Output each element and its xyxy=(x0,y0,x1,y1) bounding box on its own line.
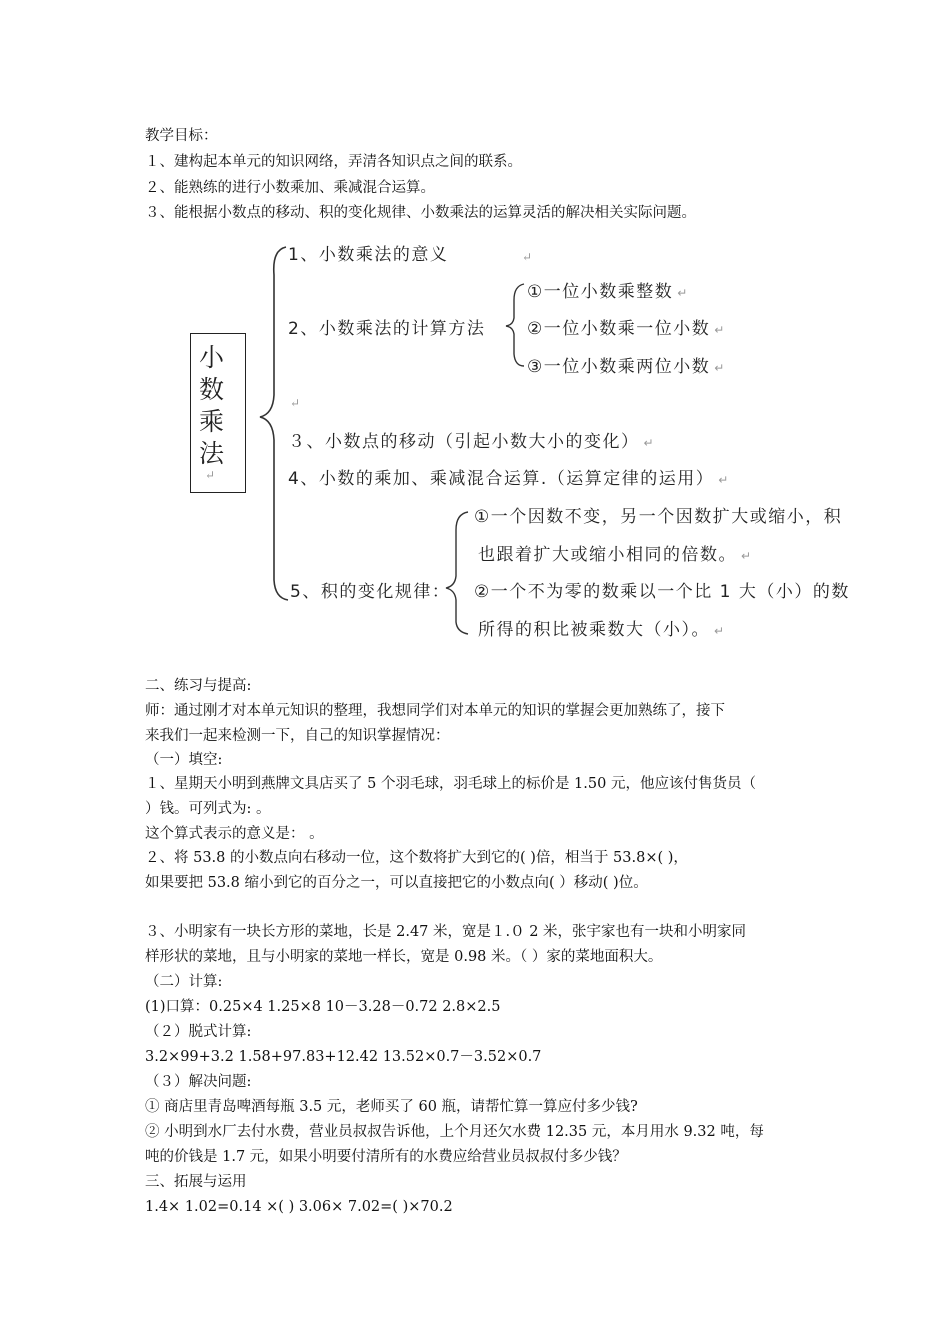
goal-item-1: １、建构起本单元的知识网络，弄清各知识点之间的联系。 xyxy=(145,154,522,170)
question-2-line-1: ２、将 53.8 的小数点向右移动一位，这个数将扩大到它的( )倍，相当于 53.8×( )， xyxy=(145,850,688,866)
rule-brace xyxy=(446,512,468,634)
branch-product-rule: 5、积的变化规律： xyxy=(290,582,451,602)
question-1-line-3: 这个算式表示的意义是： 。 xyxy=(145,826,324,842)
question-3-line-1: ３、小明家有一块长方形的菜地，长是 2.47 米，宽是１.０ 2 米，张宇家也有一块和小明家同 xyxy=(145,924,747,940)
main-brace xyxy=(260,247,288,600)
question-1-line-2: ）钱。可列式为: 。 xyxy=(145,801,271,817)
written-heading: （２）脱式计算: xyxy=(145,1024,252,1040)
topic-box xyxy=(190,333,246,493)
practice-intro-2: 来我们一起来检测一下，自己的知识掌握情况： xyxy=(145,728,450,744)
solve-heading: （３）解决问题: xyxy=(145,1074,252,1090)
topic-char-3: 乘 xyxy=(199,407,225,436)
topic-char-1: 小 xyxy=(199,343,225,372)
branch-meaning: 1、小数乘法的意义 xyxy=(288,245,449,265)
extension-line: 1.4× 1.02=0.14 ×( ) 3.06× 7.02=( )×70.2 xyxy=(145,1199,453,1215)
method-item-3: ③一位小数乘两位小数 ↵ xyxy=(527,357,726,377)
practice-heading: 二、练习与提高: xyxy=(145,678,252,694)
return-mark: ↵ xyxy=(205,468,216,482)
practice-intro-1: 师：通过刚才对本单元知识的整理，我想同学们对本单元的知识的掌握会更加熟练了，接下 xyxy=(145,703,725,719)
question-3-line-2: 样形状的菜地，且与小明家的菜地一样长，宽是 0.98 米。（ ）家的菜地面积大。 xyxy=(145,949,663,965)
method-brace xyxy=(506,284,524,366)
branch-method: 2、小数乘法的计算方法 xyxy=(288,319,486,339)
method-item-2: ②一位小数乘一位小数 ↵ xyxy=(527,319,726,339)
rule-line-4: 所得的积比被乘数大（小）。 ↵ xyxy=(478,620,726,640)
solve-problem-1: ① 商店里青岛啤酒每瓶 3.5 元，老师买了 60 瓶，请帮忙算一算应付多少钱? xyxy=(145,1099,638,1115)
solve-problem-2-line-1: ② 小明到水厂去付水费，营业员叔叔告诉他，上个月还欠水费 12.35 元，本月用水 9.32 吨，每 xyxy=(145,1124,764,1140)
fill-heading: （一）填空: xyxy=(145,752,223,768)
solve-problem-2-line-2: 吨的价钱是 1.7 元，如果小明要付清所有的水费应给营业员叔叔付多少钱？ xyxy=(145,1149,627,1165)
method-item-1: ①一位小数乘整数 ↵ xyxy=(527,282,689,302)
extension-heading: 三、拓展与运用 xyxy=(145,1174,247,1190)
rule-line-1: ①一个因数不变，另一个因数扩大或缩小，积 xyxy=(474,507,843,527)
rule-line-3: ②一个不为零的数乘以一个比 1 大（小）的数 xyxy=(474,582,850,602)
oral-calc: (1)口算：0.25×4 1.25×8 10－3.28－0.72 2.8×2.5 xyxy=(145,999,501,1015)
written-calc: 3.2×99+3.2 1.58+97.83+12.42 13.52×0.7－3.52×0.7 xyxy=(145,1049,542,1065)
goals-heading: 教学目标： xyxy=(145,128,218,144)
calc-heading: （二）计算: xyxy=(145,974,223,990)
branch-decimal-point: ３、小数点的移动（引起小数大小的变化） ↵ xyxy=(288,432,656,452)
question-1-line-1: １、星期天小明到燕牌文具店买了 5 个羽毛球，羽毛球上的标价是 1.50 元，他应该付售货员（ xyxy=(145,776,756,792)
goal-item-3: ３、能根据小数点的移动、积的变化规律、小数乘法的运算灵活的解决相关实际问题。 xyxy=(145,205,696,221)
goal-item-2: ２、能熟练的进行小数乘加、乘减混合运算。 xyxy=(145,180,435,196)
return-mark: ↵ xyxy=(290,396,301,410)
branch-mixed-operation: 4、小数的乘加、乘减混合运算.（运算定律的运用） ↵ xyxy=(288,469,730,489)
topic-char-4: 法 xyxy=(199,439,225,468)
question-2-line-2: 如果要把 53.8 缩小到它的百分之一，可以直接把它的小数点向( ）移动( )位。 xyxy=(145,875,648,891)
rule-line-2: 也跟着扩大或缩小相同的倍数。 ↵ xyxy=(478,545,753,565)
topic-char-2: 数 xyxy=(199,375,225,404)
return-mark: ↵ xyxy=(522,250,533,264)
